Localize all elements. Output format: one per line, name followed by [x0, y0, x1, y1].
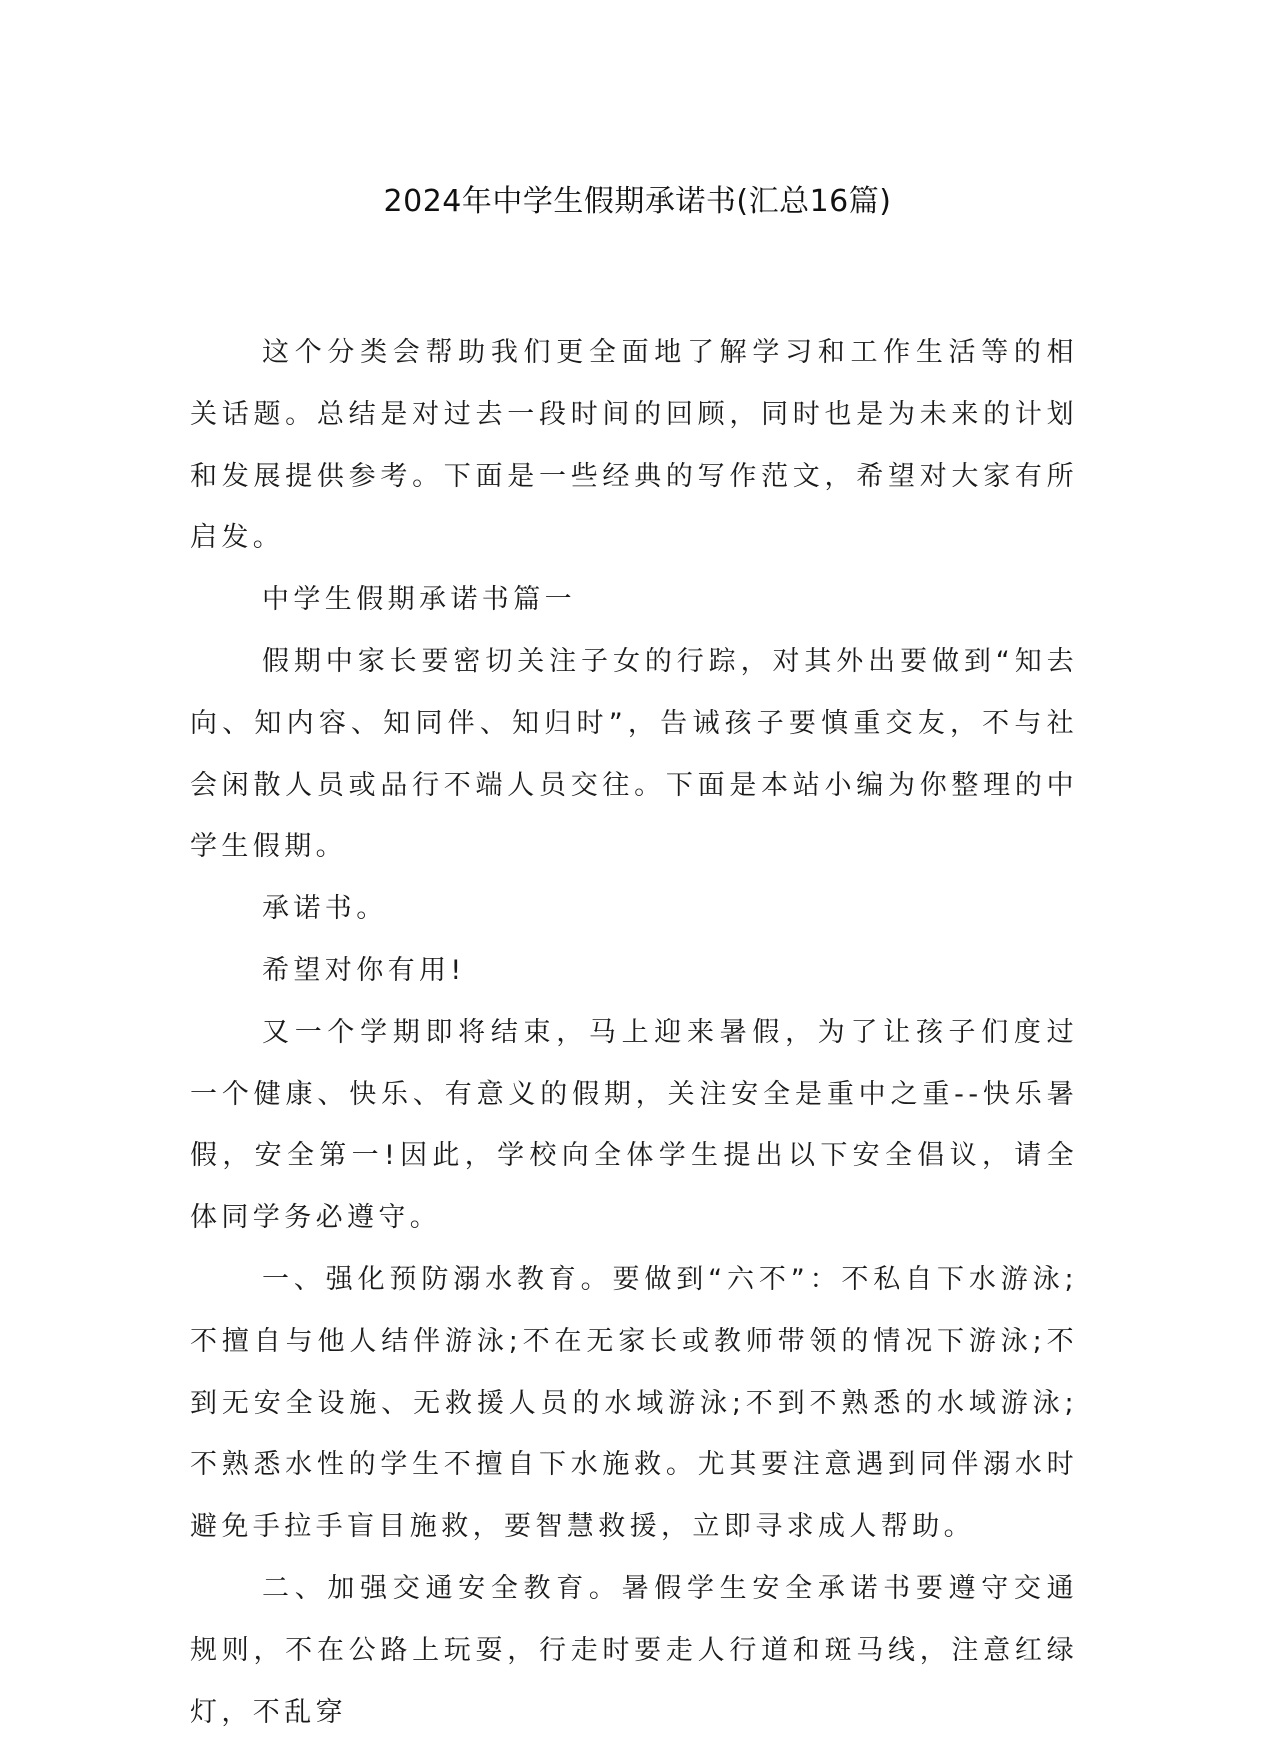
document-body	[190, 322, 1078, 1743]
paragraph-item-1: 一、强化预防溺水教育。要做到“六不”：不私自下水游泳;不擅自与他人结伴游泳;不在无家长或教师带领的情况下游泳;不到无安全设施、无救援人员的水域游泳;不到不熟悉的水域游泳;不熟悉水性的学生不擅自下水施救。尤其要注意遇到同伴溺水时避免手拉手盲目施救，要智慧救援，立即寻求成人帮助。	[190, 1263, 1078, 1543]
paragraph-intro: 这个分类会帮助我们更全面地了解学习和工作生活等的相关话题。总结是对过去一段时间的回顾，同时也是为未来的计划和发展提供参考。下面是一些经典的写作范文，希望对大家有所启发。	[190, 337, 1078, 554]
section-heading-1: 中学生假期承诺书篇一	[262, 584, 576, 616]
paragraph: 承诺书。	[262, 893, 388, 925]
paragraph: 假期中家长要密切关注子女的行踪，对其外出要做到“知去向、知内容、知同伴、知归时”，告诫孩子要慎重交友，不与社会闲散人员或品行不端人员交往。下面是本站小编为你整理的中学生假期。	[190, 645, 1078, 863]
paragraph: 又一个学期即将结束，马上迎来暑假，为了让孩子们度过一个健康、快乐、有意义的假期，关注安全是重中之重--快乐暑假，安全第一!因此，学校向全体学生提出以下安全倡议，请全体同学务必遵守。	[190, 1016, 1078, 1234]
paragraph: 希望对你有用!	[262, 954, 466, 986]
document-title: 2024年中学生假期承诺书(汇总16篇)	[383, 184, 892, 219]
paragraph-item-2: 二、加强交通安全教育。暑假学生安全承诺书要遵守交通规则，不在公路上玩耍，行走时要走人行道和斑马线，注意红绿灯，不乱穿	[190, 1572, 1078, 1728]
